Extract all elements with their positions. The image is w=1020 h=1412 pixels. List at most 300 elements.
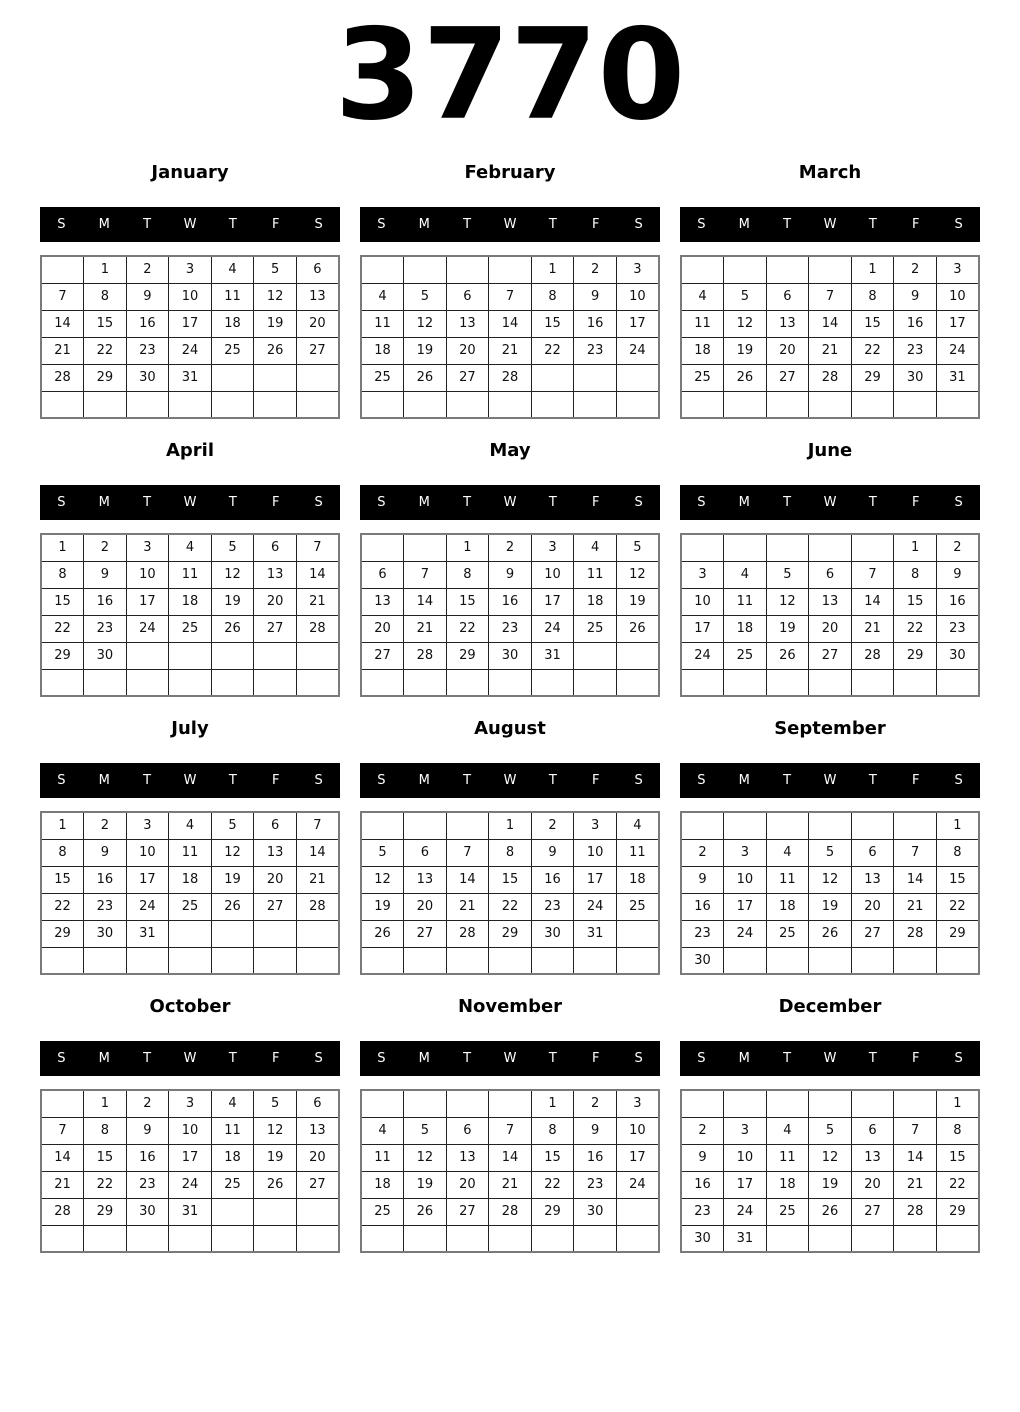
week-row	[361, 920, 659, 947]
empty-day-cell	[616, 947, 659, 974]
day-cell: 13	[296, 1117, 339, 1144]
day-cell: 12	[404, 310, 447, 337]
week-row	[41, 947, 339, 974]
day-cell: 24	[616, 1171, 659, 1198]
empty-day-cell	[211, 1198, 254, 1225]
day-cell: 6	[851, 839, 894, 866]
week-row	[361, 588, 659, 615]
day-cell: 27	[254, 615, 297, 642]
day-cell: 8	[936, 1117, 979, 1144]
weekday-header-row	[680, 207, 980, 242]
empty-day-cell	[851, 947, 894, 974]
day-cell: 28	[41, 364, 84, 391]
day-cell: 15	[41, 866, 84, 893]
day-cell: 29	[41, 642, 84, 669]
empty-day-cell	[766, 1090, 809, 1117]
empty-day-cell	[809, 534, 852, 561]
week-row	[41, 866, 339, 893]
weekday-label: T	[143, 217, 152, 232]
empty-day-cell	[404, 812, 447, 839]
month-day-grid	[40, 533, 340, 697]
empty-day-cell	[616, 1198, 659, 1225]
weekday-label: T	[228, 773, 237, 788]
weekday-header-row	[360, 485, 660, 520]
month-day-grid-body	[41, 256, 339, 418]
empty-day-cell	[681, 391, 724, 418]
day-cell: 16	[84, 588, 127, 615]
day-cell: 3	[126, 534, 169, 561]
week-row	[41, 1117, 339, 1144]
day-cell: 24	[169, 337, 212, 364]
day-cell: 9	[681, 1144, 724, 1171]
day-cell: 10	[126, 561, 169, 588]
day-cell: 20	[254, 866, 297, 893]
day-cell: 18	[361, 1171, 404, 1198]
day-cell: 12	[766, 588, 809, 615]
empty-day-cell	[446, 1225, 489, 1252]
day-cell: 18	[169, 588, 212, 615]
day-cell: 6	[851, 1117, 894, 1144]
day-cell: 14	[489, 310, 532, 337]
empty-day-cell	[41, 256, 84, 283]
month-name: August	[474, 718, 546, 739]
empty-day-cell	[936, 391, 979, 418]
empty-day-cell	[296, 391, 339, 418]
month-january	[40, 163, 340, 423]
empty-day-cell	[296, 1198, 339, 1225]
month-name: February	[464, 162, 556, 183]
empty-day-cell	[851, 1225, 894, 1252]
day-cell: 29	[851, 364, 894, 391]
day-cell: 12	[809, 1144, 852, 1171]
day-cell: 1	[41, 812, 84, 839]
day-cell: 20	[851, 1171, 894, 1198]
day-cell: 13	[766, 310, 809, 337]
day-cell: 6	[254, 812, 297, 839]
month-april	[40, 441, 340, 701]
week-row	[41, 893, 339, 920]
weekday-label: T	[548, 217, 557, 232]
month-name: May	[489, 440, 531, 461]
empty-day-cell	[211, 920, 254, 947]
empty-day-cell	[489, 391, 532, 418]
weekday-header-row	[40, 485, 340, 520]
day-cell: 14	[446, 866, 489, 893]
day-cell: 7	[446, 839, 489, 866]
week-row	[361, 615, 659, 642]
day-cell: 19	[724, 337, 767, 364]
empty-day-cell	[681, 669, 724, 696]
day-cell: 19	[809, 1171, 852, 1198]
empty-day-cell	[169, 391, 212, 418]
day-cell: 22	[41, 893, 84, 920]
day-cell: 8	[936, 839, 979, 866]
day-cell: 9	[681, 866, 724, 893]
day-cell: 27	[851, 920, 894, 947]
month-day-grid-body	[681, 1090, 979, 1252]
day-cell: 26	[616, 615, 659, 642]
empty-day-cell	[681, 256, 724, 283]
day-cell: 29	[894, 642, 937, 669]
weekday-label: S	[57, 1051, 66, 1066]
day-cell: 6	[296, 256, 339, 283]
day-cell: 26	[766, 642, 809, 669]
empty-day-cell	[851, 669, 894, 696]
month-february	[360, 163, 660, 423]
empty-day-cell	[851, 812, 894, 839]
month-september	[680, 719, 980, 979]
day-cell: 18	[766, 1171, 809, 1198]
day-cell: 13	[809, 588, 852, 615]
week-row	[361, 391, 659, 418]
month-day-grid	[680, 533, 980, 697]
week-row	[681, 866, 979, 893]
empty-day-cell	[531, 669, 574, 696]
day-cell: 22	[894, 615, 937, 642]
weekday-label: T	[783, 217, 792, 232]
months-grid	[40, 163, 980, 1257]
day-cell: 27	[404, 920, 447, 947]
day-cell: 13	[254, 561, 297, 588]
empty-day-cell	[361, 256, 404, 283]
empty-day-cell	[489, 1225, 532, 1252]
day-cell: 9	[936, 561, 979, 588]
day-cell: 11	[361, 310, 404, 337]
day-cell: 14	[894, 866, 937, 893]
week-row	[681, 812, 979, 839]
month-november	[360, 997, 660, 1257]
day-cell: 10	[531, 561, 574, 588]
weekday-label: T	[548, 1051, 557, 1066]
day-cell: 10	[126, 839, 169, 866]
weekday-label: F	[271, 495, 280, 510]
weekday-label: S	[954, 773, 963, 788]
day-cell: 20	[361, 615, 404, 642]
day-cell: 7	[809, 283, 852, 310]
weekday-label: F	[911, 773, 920, 788]
day-cell: 25	[361, 364, 404, 391]
week-row	[41, 310, 339, 337]
day-cell: 19	[809, 893, 852, 920]
day-cell: 16	[489, 588, 532, 615]
month-day-grid-body	[361, 812, 659, 974]
empty-day-cell	[894, 1090, 937, 1117]
weekday-label: T	[228, 495, 237, 510]
month-day-grid-body	[681, 534, 979, 696]
day-cell: 30	[574, 1198, 617, 1225]
day-cell: 2	[574, 1090, 617, 1117]
day-cell: 18	[211, 1144, 254, 1171]
day-cell: 16	[574, 1144, 617, 1171]
day-cell: 15	[936, 1144, 979, 1171]
day-cell: 12	[724, 310, 767, 337]
day-cell: 4	[574, 534, 617, 561]
day-cell: 7	[296, 812, 339, 839]
day-cell: 24	[126, 615, 169, 642]
weekday-label: F	[271, 1051, 280, 1066]
day-cell: 15	[41, 588, 84, 615]
day-cell: 18	[361, 337, 404, 364]
day-cell: 5	[616, 534, 659, 561]
day-cell: 18	[616, 866, 659, 893]
day-cell: 7	[851, 561, 894, 588]
weekday-label: S	[697, 773, 706, 788]
day-cell: 29	[531, 1198, 574, 1225]
day-cell: 30	[531, 920, 574, 947]
day-cell: 24	[574, 893, 617, 920]
day-cell: 30	[681, 947, 724, 974]
day-cell: 5	[724, 283, 767, 310]
day-cell: 2	[681, 1117, 724, 1144]
day-cell: 9	[84, 561, 127, 588]
weekday-label: T	[228, 1051, 237, 1066]
weekday-label: S	[954, 217, 963, 232]
weekday-label: T	[463, 1051, 472, 1066]
weekday-label: S	[377, 1051, 386, 1066]
empty-day-cell	[126, 1225, 169, 1252]
week-row	[41, 642, 339, 669]
day-cell: 9	[531, 839, 574, 866]
day-cell: 21	[809, 337, 852, 364]
day-cell: 7	[489, 283, 532, 310]
day-cell: 2	[489, 534, 532, 561]
day-cell: 21	[296, 588, 339, 615]
day-cell: 13	[446, 310, 489, 337]
month-day-grid	[360, 1089, 660, 1253]
week-row	[361, 1090, 659, 1117]
empty-day-cell	[41, 1090, 84, 1117]
month-august	[360, 719, 660, 979]
empty-day-cell	[724, 947, 767, 974]
day-cell: 13	[851, 1144, 894, 1171]
weekday-header-row	[40, 207, 340, 242]
day-cell: 11	[169, 561, 212, 588]
empty-day-cell	[404, 534, 447, 561]
day-cell: 26	[809, 920, 852, 947]
week-row	[361, 669, 659, 696]
day-cell: 23	[681, 1198, 724, 1225]
empty-day-cell	[809, 812, 852, 839]
day-cell: 2	[894, 256, 937, 283]
empty-day-cell	[809, 947, 852, 974]
empty-day-cell	[404, 1225, 447, 1252]
weekday-header-row	[680, 1041, 980, 1076]
day-cell: 4	[211, 1090, 254, 1117]
year-title: 3770	[334, 1, 686, 148]
weekday-label: W	[823, 217, 837, 232]
weekday-label: S	[377, 217, 386, 232]
day-cell: 28	[446, 920, 489, 947]
day-cell: 16	[936, 588, 979, 615]
weekday-label: S	[314, 1051, 323, 1066]
week-row	[361, 1144, 659, 1171]
day-cell: 6	[361, 561, 404, 588]
month-day-grid	[360, 533, 660, 697]
empty-day-cell	[531, 391, 574, 418]
day-cell: 12	[809, 866, 852, 893]
day-cell: 18	[766, 893, 809, 920]
empty-day-cell	[126, 391, 169, 418]
month-name: November	[457, 996, 563, 1017]
week-row	[681, 256, 979, 283]
month-day-grid-body	[361, 256, 659, 418]
day-cell: 15	[894, 588, 937, 615]
week-row	[361, 256, 659, 283]
weekday-header-row	[680, 763, 980, 798]
day-cell: 8	[489, 839, 532, 866]
empty-day-cell	[574, 669, 617, 696]
empty-day-cell	[296, 947, 339, 974]
week-row	[681, 615, 979, 642]
day-cell: 14	[851, 588, 894, 615]
day-cell: 1	[446, 534, 489, 561]
weekday-label: M	[738, 495, 750, 510]
day-cell: 9	[574, 283, 617, 310]
weekday-label: W	[183, 495, 197, 510]
week-row	[361, 1117, 659, 1144]
empty-day-cell	[254, 1198, 297, 1225]
day-cell: 20	[446, 1171, 489, 1198]
day-cell: 10	[681, 588, 724, 615]
day-cell: 15	[531, 310, 574, 337]
month-day-grid-body	[361, 534, 659, 696]
empty-day-cell	[254, 364, 297, 391]
day-cell: 26	[211, 893, 254, 920]
day-cell: 29	[446, 642, 489, 669]
day-cell: 27	[361, 642, 404, 669]
week-row	[41, 1144, 339, 1171]
month-day-grid	[40, 1089, 340, 1253]
day-cell: 13	[296, 283, 339, 310]
day-cell: 5	[254, 256, 297, 283]
empty-day-cell	[574, 1225, 617, 1252]
day-cell: 16	[84, 866, 127, 893]
day-cell: 21	[489, 1171, 532, 1198]
empty-day-cell	[361, 391, 404, 418]
empty-day-cell	[489, 256, 532, 283]
day-cell: 3	[169, 256, 212, 283]
day-cell: 16	[574, 310, 617, 337]
day-cell: 15	[489, 866, 532, 893]
weekday-label: M	[98, 773, 110, 788]
day-cell: 10	[574, 839, 617, 866]
empty-day-cell	[446, 256, 489, 283]
weekday-label: T	[868, 1051, 877, 1066]
empty-day-cell	[809, 669, 852, 696]
weekday-label: T	[868, 773, 877, 788]
empty-day-cell	[851, 391, 894, 418]
empty-day-cell	[254, 669, 297, 696]
week-row	[361, 310, 659, 337]
day-cell: 4	[616, 812, 659, 839]
day-cell: 12	[254, 1117, 297, 1144]
empty-day-cell	[446, 1090, 489, 1117]
empty-day-cell	[574, 364, 617, 391]
empty-day-cell	[296, 1225, 339, 1252]
day-cell: 17	[724, 1171, 767, 1198]
day-cell: 22	[531, 337, 574, 364]
day-cell: 26	[361, 920, 404, 947]
day-cell: 27	[851, 1198, 894, 1225]
weekday-label: M	[98, 1051, 110, 1066]
month-name: July	[171, 718, 209, 739]
empty-day-cell	[724, 1090, 767, 1117]
day-cell: 1	[894, 534, 937, 561]
day-cell: 7	[296, 534, 339, 561]
day-cell: 19	[211, 588, 254, 615]
week-row	[41, 337, 339, 364]
week-row	[41, 669, 339, 696]
day-cell: 29	[41, 920, 84, 947]
day-cell: 30	[489, 642, 532, 669]
day-cell: 21	[851, 615, 894, 642]
week-row	[681, 588, 979, 615]
week-row	[41, 920, 339, 947]
day-cell: 1	[531, 1090, 574, 1117]
weekday-header-row	[40, 1041, 340, 1076]
empty-day-cell	[84, 1225, 127, 1252]
weekday-label: F	[911, 1051, 920, 1066]
day-cell: 25	[766, 1198, 809, 1225]
day-cell: 20	[446, 337, 489, 364]
weekday-label: F	[591, 1051, 600, 1066]
day-cell: 17	[169, 1144, 212, 1171]
day-cell: 5	[766, 561, 809, 588]
month-day-grid	[40, 811, 340, 975]
weekday-label: F	[911, 495, 920, 510]
day-cell: 14	[809, 310, 852, 337]
day-cell: 21	[894, 893, 937, 920]
empty-day-cell	[169, 669, 212, 696]
day-cell: 9	[126, 283, 169, 310]
day-cell: 23	[84, 615, 127, 642]
day-cell: 4	[681, 283, 724, 310]
empty-day-cell	[936, 947, 979, 974]
day-cell: 16	[681, 893, 724, 920]
day-cell: 29	[489, 920, 532, 947]
empty-day-cell	[254, 947, 297, 974]
empty-day-cell	[616, 1225, 659, 1252]
weekday-label: W	[503, 495, 517, 510]
empty-day-cell	[616, 920, 659, 947]
empty-day-cell	[41, 1225, 84, 1252]
day-cell: 17	[616, 310, 659, 337]
month-july	[40, 719, 340, 979]
day-cell: 9	[574, 1117, 617, 1144]
week-row	[361, 534, 659, 561]
day-cell: 30	[126, 364, 169, 391]
day-cell: 20	[296, 1144, 339, 1171]
empty-day-cell	[84, 391, 127, 418]
month-march	[680, 163, 980, 423]
day-cell: 27	[446, 1198, 489, 1225]
day-cell: 13	[404, 866, 447, 893]
week-row	[41, 1198, 339, 1225]
week-row	[681, 920, 979, 947]
day-cell: 8	[894, 561, 937, 588]
empty-day-cell	[446, 812, 489, 839]
empty-day-cell	[894, 812, 937, 839]
day-cell: 5	[809, 1117, 852, 1144]
weekday-label: T	[783, 495, 792, 510]
day-cell: 20	[809, 615, 852, 642]
weekday-label: T	[463, 773, 472, 788]
day-cell: 1	[851, 256, 894, 283]
empty-day-cell	[489, 669, 532, 696]
day-cell: 11	[616, 839, 659, 866]
day-cell: 12	[616, 561, 659, 588]
day-cell: 10	[724, 866, 767, 893]
